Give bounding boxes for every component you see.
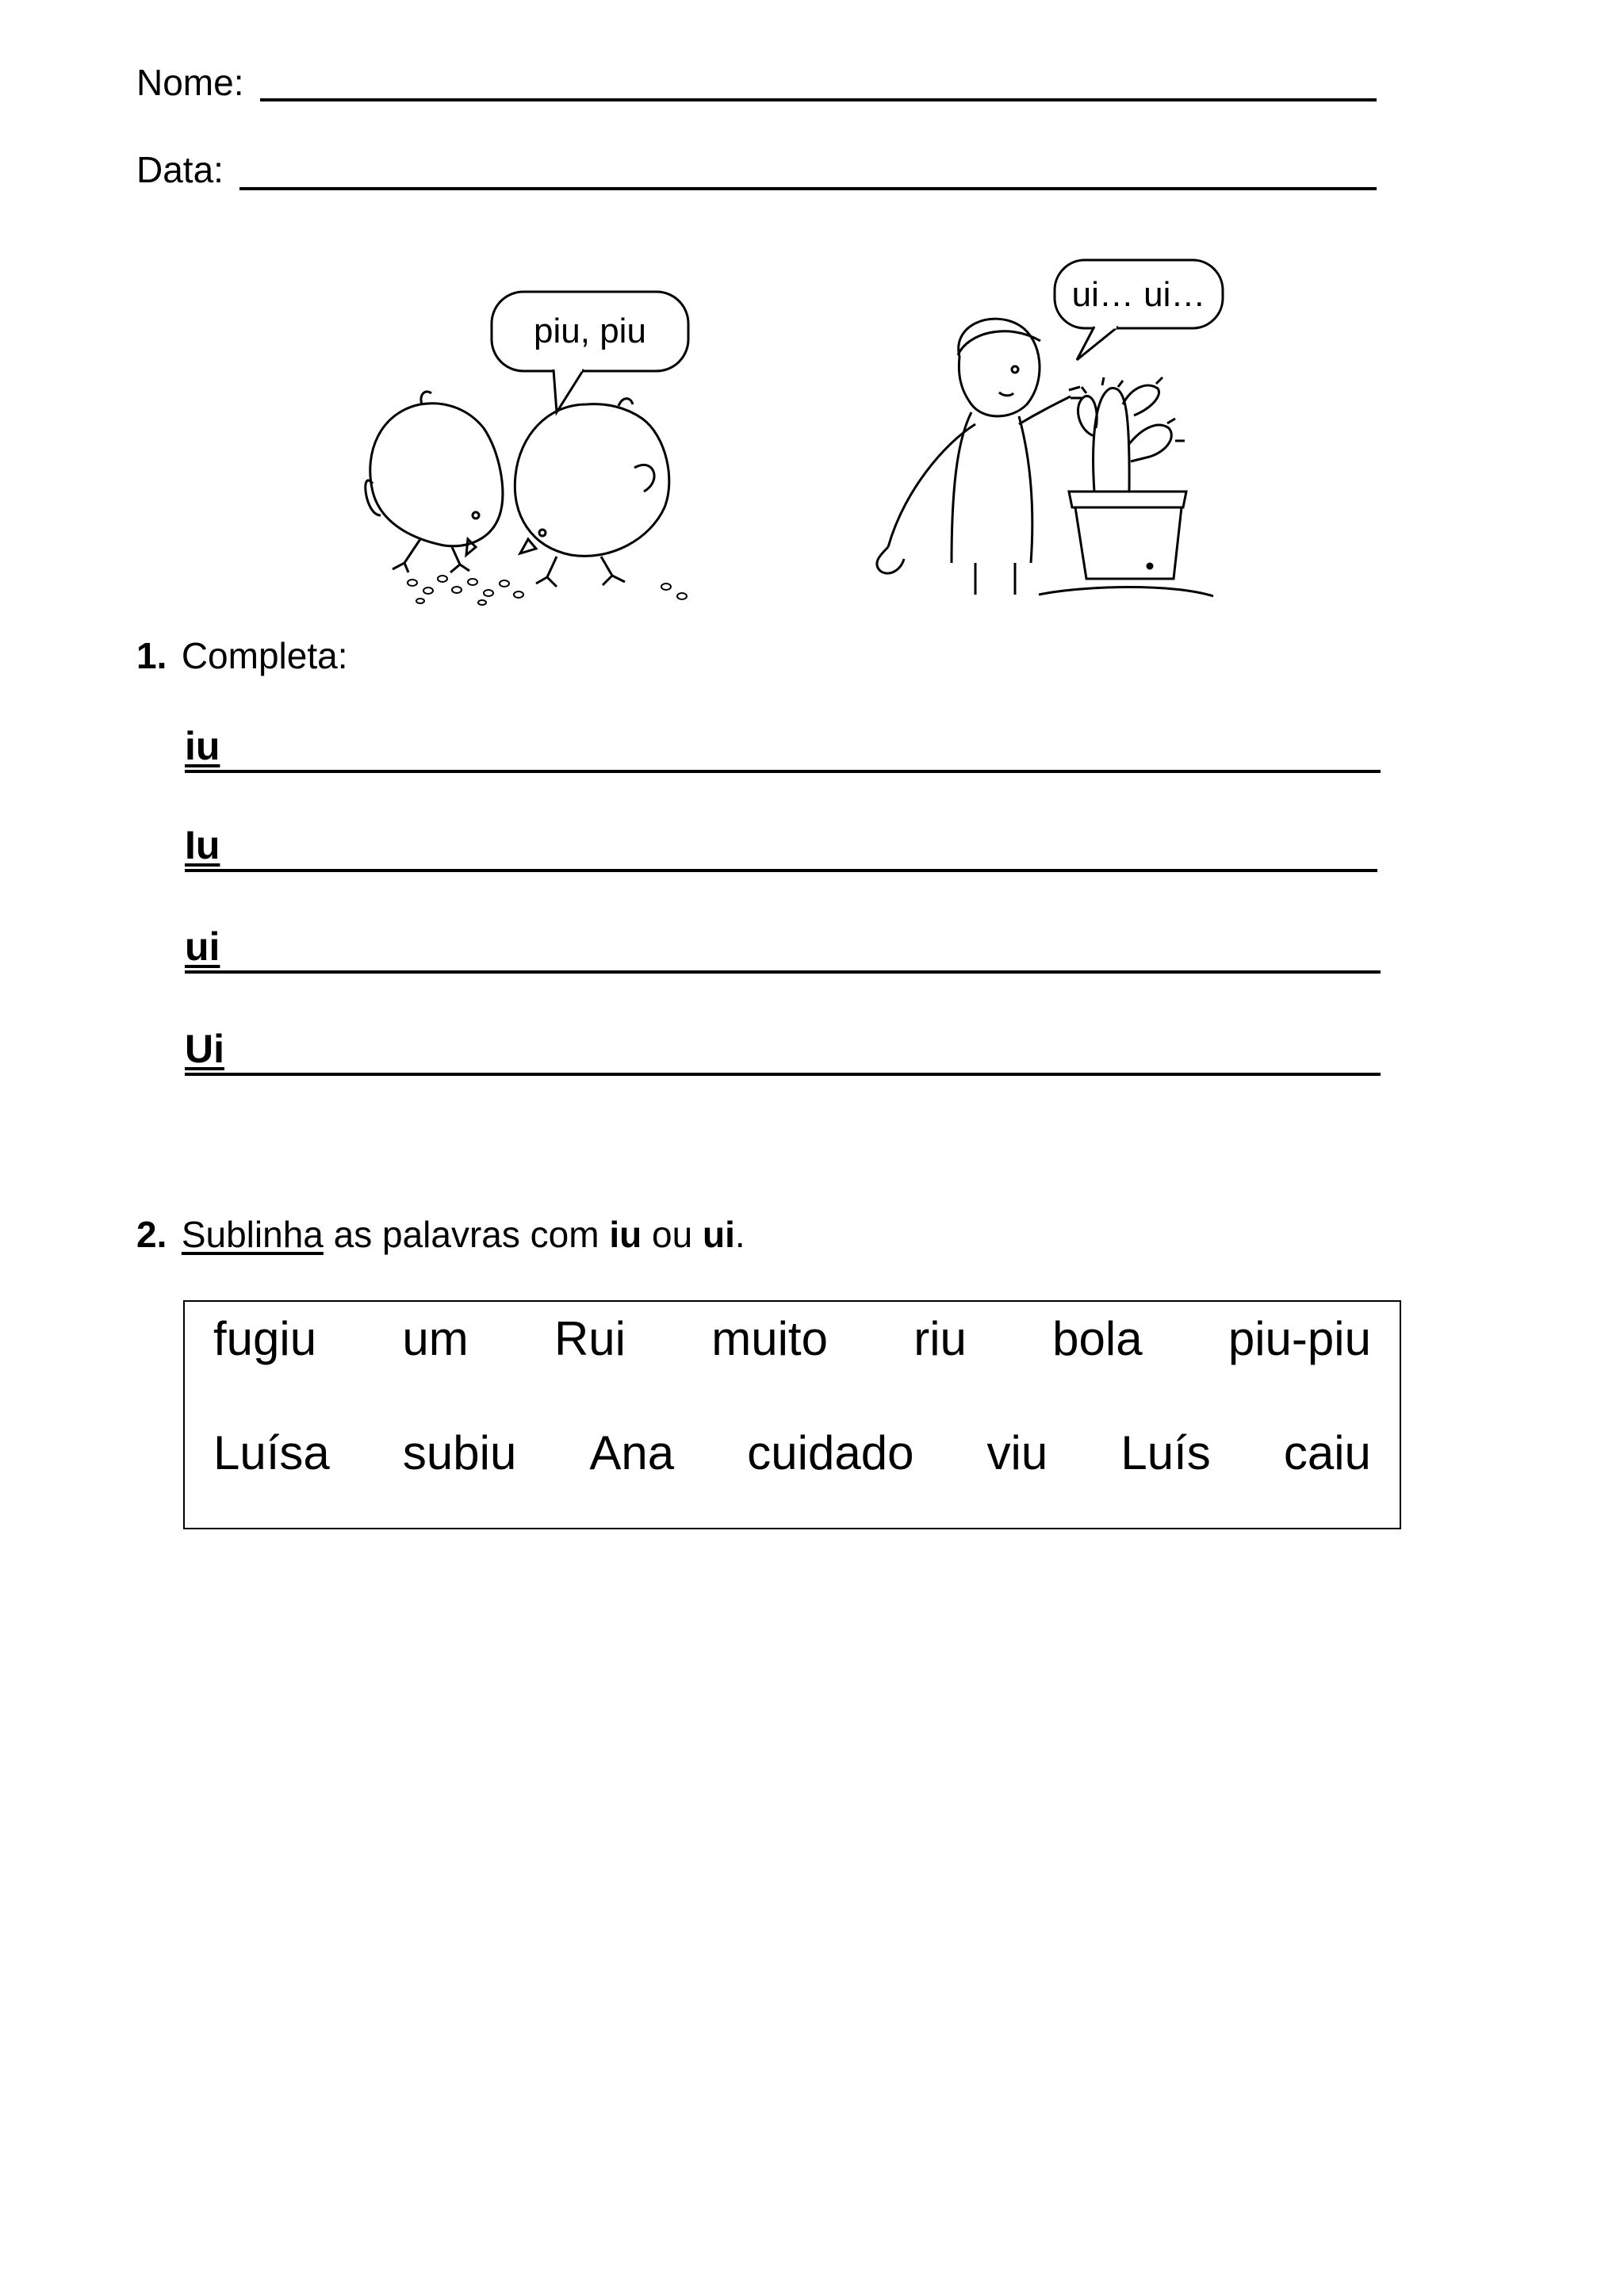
word-item[interactable]: Luís: [1120, 1426, 1211, 1479]
name-label: Nome:: [136, 62, 244, 103]
question-2-connector: ou: [642, 1214, 703, 1255]
date-field-line[interactable]: [239, 187, 1377, 190]
word-item[interactable]: piu-piu: [1228, 1312, 1371, 1365]
cactus-icon: [1078, 377, 1185, 492]
blank-line-Iu[interactable]: [185, 869, 1377, 872]
chicks-speech-text: piu, piu: [534, 312, 646, 350]
boy-cactus-illustration: [856, 254, 1237, 610]
blank-label-iu: iu: [185, 724, 220, 768]
word-item[interactable]: muito: [711, 1312, 828, 1365]
word-item[interactable]: fugiu: [213, 1312, 317, 1365]
word-item[interactable]: caiu: [1283, 1426, 1371, 1479]
word-row-2: [213, 1425, 1371, 1481]
blank-line-ui[interactable]: [185, 970, 1381, 974]
question-2-end: .: [734, 1214, 745, 1255]
blank-row-iu[interactable]: [185, 725, 1381, 773]
boy-speech-text: ui… ui…: [1071, 275, 1206, 314]
boy-speech-bubble: [1055, 260, 1223, 360]
question-2-instruction: [182, 1214, 745, 1255]
chicks-illustration: [349, 277, 714, 610]
word-item[interactable]: cuidado: [747, 1426, 914, 1479]
blank-label-Iu: Iu: [185, 823, 220, 867]
question-2-heading: [136, 1213, 745, 1256]
blank-row-Iu[interactable]: [185, 825, 1377, 872]
question-2-option-iu: iu: [609, 1214, 642, 1255]
flower-pot-icon: [1039, 492, 1213, 596]
question-2-text-mid: as palavras com: [323, 1214, 610, 1255]
question-2-option-ui: ui: [702, 1214, 735, 1255]
blank-line-iu[interactable]: [185, 770, 1381, 773]
question-2-number: 2.: [136, 1214, 167, 1255]
word-item[interactable]: viu: [986, 1426, 1048, 1479]
word-item[interactable]: Rui: [553, 1312, 626, 1365]
blank-label-ui: ui: [185, 924, 220, 969]
word-item[interactable]: um: [402, 1312, 469, 1365]
question-1-instruction: Completa:: [181, 635, 348, 676]
blank-row-Ui[interactable]: [185, 1028, 1381, 1076]
chick-left-icon: [366, 392, 503, 572]
word-item[interactable]: Ana: [589, 1426, 675, 1479]
name-field-line[interactable]: [260, 98, 1377, 101]
blank-row-ui[interactable]: [185, 926, 1381, 974]
question-2-verb: Sublinha: [181, 1214, 324, 1255]
word-item[interactable]: Luísa: [213, 1426, 330, 1479]
word-row-1: [213, 1311, 1371, 1367]
blank-line-Ui[interactable]: [185, 1073, 1381, 1076]
blank-label-Ui: Ui: [185, 1027, 224, 1071]
word-item[interactable]: bola: [1052, 1312, 1143, 1365]
word-item[interactable]: riu: [914, 1312, 967, 1365]
word-box: [183, 1300, 1401, 1529]
seeds-icon: [408, 576, 687, 605]
question-1-heading: [136, 634, 347, 677]
chick-right-icon: [515, 399, 668, 587]
question-1-number: 1.: [136, 635, 167, 676]
date-label: Data:: [136, 149, 224, 190]
boy-icon: [877, 319, 1083, 595]
word-item[interactable]: subiu: [402, 1426, 517, 1479]
chicks-speech-bubble: [492, 292, 688, 412]
